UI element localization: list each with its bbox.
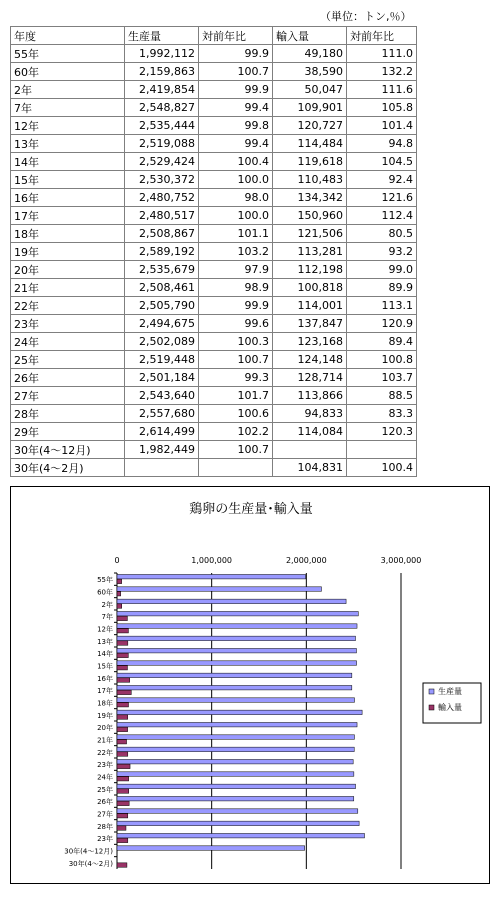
cell-production-ratio: 99.6 [199,315,273,333]
table-header-row [11,27,417,45]
header-production-ratio: 対前年比 [199,27,273,45]
bar-import [117,863,127,867]
cell-year: 60年 [11,63,125,81]
cell-import-ratio: 94.8 [347,135,417,153]
legend-label-production: 生産量 [438,687,462,696]
category-label: 16年 [97,674,113,683]
cell-production-ratio: 98.9 [199,279,273,297]
table-row [11,261,417,279]
bar-import [117,690,131,694]
cell-production: 2,159,863 [125,63,199,81]
cell-year: 12年 [11,117,125,135]
bar-import [117,703,129,707]
bar-production [117,685,352,689]
cell-import: 120,727 [273,117,347,135]
table-row [11,225,417,243]
category-label: 21年 [97,736,113,745]
table-row [11,297,417,315]
bar-import [117,616,127,620]
cell-year: 22年 [11,297,125,315]
cell-year: 16年 [11,189,125,207]
category-label: 27年 [97,810,113,819]
bar-import [117,604,122,608]
bar-production [117,624,357,628]
bar-import [117,801,129,805]
category-label: 30年(4～12月) [64,847,113,856]
bar-production [117,710,362,714]
cell-production: 2,480,517 [125,207,199,225]
cell-import-ratio: 92.4 [347,171,417,189]
category-label: 13年 [97,637,113,646]
bar-production [117,784,356,788]
bar-production [117,846,305,850]
x-tick-label: 1,000,000 [191,556,233,565]
cell-import-ratio: 88.5 [347,387,417,405]
category-label: 55年 [97,576,113,585]
cell-production-ratio: 100.7 [199,441,273,459]
table-row [11,423,417,441]
cell-year: 17年 [11,207,125,225]
cell-production: 2,548,827 [125,99,199,117]
cell-production-ratio: 100.0 [199,207,273,225]
cell-import-ratio: 120.9 [347,315,417,333]
cell-year: 21年 [11,279,125,297]
bar-production [117,648,356,652]
cell-import: 123,168 [273,333,347,351]
bar-import [117,715,128,719]
category-label: 23年 [97,761,113,770]
bar-production [117,574,306,578]
category-label: 2年 [101,600,113,609]
bar-import [117,789,129,793]
cell-import-ratio: 89.4 [347,333,417,351]
header-year: 年度 [11,27,125,45]
category-label: 25年 [97,785,113,794]
cell-production: 2,508,867 [125,225,199,243]
cell-production-ratio: 99.4 [199,99,273,117]
table-row [11,99,417,117]
cell-import-ratio: 101.4 [347,117,417,135]
category-label: 24年 [97,773,113,782]
cell-production: 2,419,854 [125,81,199,99]
cell-import: 104,831 [273,459,347,477]
table-row [11,279,417,297]
cell-import: 100,818 [273,279,347,297]
cell-production: 2,494,675 [125,315,199,333]
chart-title: 鶏卵の生産量･輸入量 [189,502,313,517]
cell-import: 134,342 [273,189,347,207]
cell-import: 109,901 [273,99,347,117]
cell-production: 2,508,461 [125,279,199,297]
category-label: 23年 [97,835,113,844]
bar-import [117,641,128,645]
cell-production: 2,502,089 [125,333,199,351]
bar-import [117,838,128,842]
bar-production [117,833,365,837]
category-label: 15年 [97,662,113,671]
cell-production: 1,982,449 [125,441,199,459]
category-label: 7年 [101,613,113,622]
cell-import: 94,833 [273,405,347,423]
cell-production-ratio [199,459,273,477]
cell-import-ratio: 113.1 [347,297,417,315]
bar-import [117,814,128,818]
cell-year: 27年 [11,387,125,405]
cell-production-ratio: 97.9 [199,261,273,279]
cell-import: 114,001 [273,297,347,315]
cell-production: 2,505,790 [125,297,199,315]
chart-frame [10,486,490,884]
bar-production [117,611,358,615]
cell-year: 19年 [11,243,125,261]
cell-import-ratio: 83.3 [347,405,417,423]
cell-year: 23年 [11,315,125,333]
cell-year: 24年 [11,333,125,351]
cell-production: 2,557,680 [125,405,199,423]
cell-import: 112,198 [273,261,347,279]
unit-note: （単位：トン,％） [320,10,412,23]
table-row [11,171,417,189]
category-label: 22年 [97,748,113,757]
table-row [11,81,417,99]
cell-production-ratio: 99.9 [199,45,273,63]
cell-production-ratio: 99.9 [199,81,273,99]
table-row [11,351,417,369]
legend-swatch-import [429,705,434,710]
bar-import [117,678,130,682]
legend-label-import: 輸入量 [438,703,462,712]
cell-production: 2,535,679 [125,261,199,279]
cell-production-ratio: 101.1 [199,225,273,243]
cell-import-ratio: 100.8 [347,351,417,369]
header-import: 輸入量 [273,27,347,45]
x-tick-label: 0 [114,556,120,565]
cell-import-ratio: 120.3 [347,423,417,441]
cell-year: 30年(4～12月) [11,441,125,459]
cell-import-ratio: 105.8 [347,99,417,117]
bar-import [117,666,127,670]
bar-import [117,826,126,830]
bar-production [117,772,354,776]
cell-production-ratio: 99.8 [199,117,273,135]
cell-import: 50,047 [273,81,347,99]
cell-import-ratio: 112.4 [347,207,417,225]
table-row [11,387,417,405]
cell-import: 114,484 [273,135,347,153]
category-label: 18年 [97,699,113,708]
cell-year: 29年 [11,423,125,441]
cell-import-ratio: 99.0 [347,261,417,279]
bar-production [117,809,358,813]
cell-import: 110,483 [273,171,347,189]
category-label: 60年 [97,588,113,597]
cell-production: 2,530,372 [125,171,199,189]
bar-production [117,599,346,603]
header-production: 生産量 [125,27,199,45]
cell-import-ratio: 89.9 [347,279,417,297]
x-tick-label: 2,000,000 [285,556,327,565]
bar-production [117,636,355,640]
cell-import: 121,506 [273,225,347,243]
cell-year: 55年 [11,45,125,63]
cell-production-ratio: 100.4 [199,153,273,171]
cell-year: 18年 [11,225,125,243]
cell-import-ratio: 121.6 [347,189,417,207]
table-row [11,63,417,81]
x-tick-label: 3,000,000 [380,556,422,565]
cell-production-ratio: 103.2 [199,243,273,261]
category-label: 28年 [97,822,113,831]
cell-import: 113,281 [273,243,347,261]
cell-import-ratio: 100.4 [347,459,417,477]
bar-production [117,698,355,702]
bar-import [117,777,129,781]
table-row [11,333,417,351]
cell-year: 2年 [11,81,125,99]
cell-import: 114,084 [273,423,347,441]
legend-swatch-production [429,689,434,694]
table-row [11,207,417,225]
cell-production [125,459,199,477]
category-label: 19年 [97,711,113,720]
category-label: 30年(4～2月) [68,859,113,868]
table-row [11,459,417,477]
cell-year: 25年 [11,351,125,369]
cell-production-ratio: 100.6 [199,405,273,423]
category-label: 17年 [97,687,113,696]
cell-production: 2,529,424 [125,153,199,171]
bar-production [117,722,357,726]
cell-year: 30年(4～2月) [11,459,125,477]
cell-year: 20年 [11,261,125,279]
cell-import-ratio: 104.5 [347,153,417,171]
bar-import [117,653,128,657]
cell-import: 119,618 [273,153,347,171]
cell-production-ratio: 102.2 [199,423,273,441]
category-label: 12年 [97,625,113,634]
cell-import: 150,960 [273,207,347,225]
cell-production: 2,589,192 [125,243,199,261]
table-row [11,153,417,171]
table-row [11,243,417,261]
cell-production-ratio: 100.0 [199,171,273,189]
cell-import: 49,180 [273,45,347,63]
table-row [11,405,417,423]
data-table [10,26,417,477]
cell-production: 2,519,088 [125,135,199,153]
cell-production: 2,519,448 [125,351,199,369]
table-row [11,441,417,459]
bar-import [117,592,121,596]
cell-year: 28年 [11,405,125,423]
cell-year: 15年 [11,171,125,189]
cell-year: 14年 [11,153,125,171]
category-label: 14年 [97,650,113,659]
bar-production [117,747,354,751]
cell-import: 137,847 [273,315,347,333]
cell-production-ratio: 99.4 [199,135,273,153]
table-row [11,315,417,333]
cell-import: 113,866 [273,387,347,405]
table-row [11,45,417,63]
cell-import-ratio: 103.7 [347,369,417,387]
cell-year: 7年 [11,99,125,117]
bar-import [117,752,128,756]
cell-import: 38,590 [273,63,347,81]
bar-production [117,821,359,825]
bar-production [117,759,353,763]
cell-production: 2,614,499 [125,423,199,441]
cell-year: 26年 [11,369,125,387]
bar-import [117,740,127,744]
cell-production-ratio: 99.9 [199,297,273,315]
bar-import [117,764,130,768]
bar-import [117,629,128,633]
bar-import [117,727,128,731]
category-label: 20年 [97,724,113,733]
category-label: 26年 [97,798,113,807]
cell-import-ratio: 132.2 [347,63,417,81]
bar-production [117,735,354,739]
cell-production-ratio: 101.7 [199,387,273,405]
cell-import: 124,148 [273,351,347,369]
cell-import-ratio: 111.6 [347,81,417,99]
cell-import-ratio: 80.5 [347,225,417,243]
table-row [11,135,417,153]
cell-production-ratio: 100.7 [199,351,273,369]
cell-production-ratio: 99.3 [199,369,273,387]
table-row [11,369,417,387]
cell-production: 1,992,112 [125,45,199,63]
cell-import [273,441,347,459]
bar-import [117,579,122,583]
cell-import-ratio: 93.2 [347,243,417,261]
cell-production-ratio: 98.0 [199,189,273,207]
bar-production [117,673,352,677]
cell-year: 13年 [11,135,125,153]
cell-production: 2,543,640 [125,387,199,405]
cell-production-ratio: 100.3 [199,333,273,351]
cell-production: 2,480,752 [125,189,199,207]
bar-production [117,796,354,800]
cell-production: 2,535,444 [125,117,199,135]
cell-import-ratio: 111.0 [347,45,417,63]
bar-chart [11,487,491,885]
cell-production-ratio: 100.7 [199,63,273,81]
bar-production [117,587,321,591]
table-row [11,189,417,207]
cell-import: 128,714 [273,369,347,387]
header-import-ratio: 対前年比 [347,27,417,45]
cell-import-ratio [347,441,417,459]
table-row [11,117,417,135]
bar-production [117,661,357,665]
cell-production: 2,501,184 [125,369,199,387]
